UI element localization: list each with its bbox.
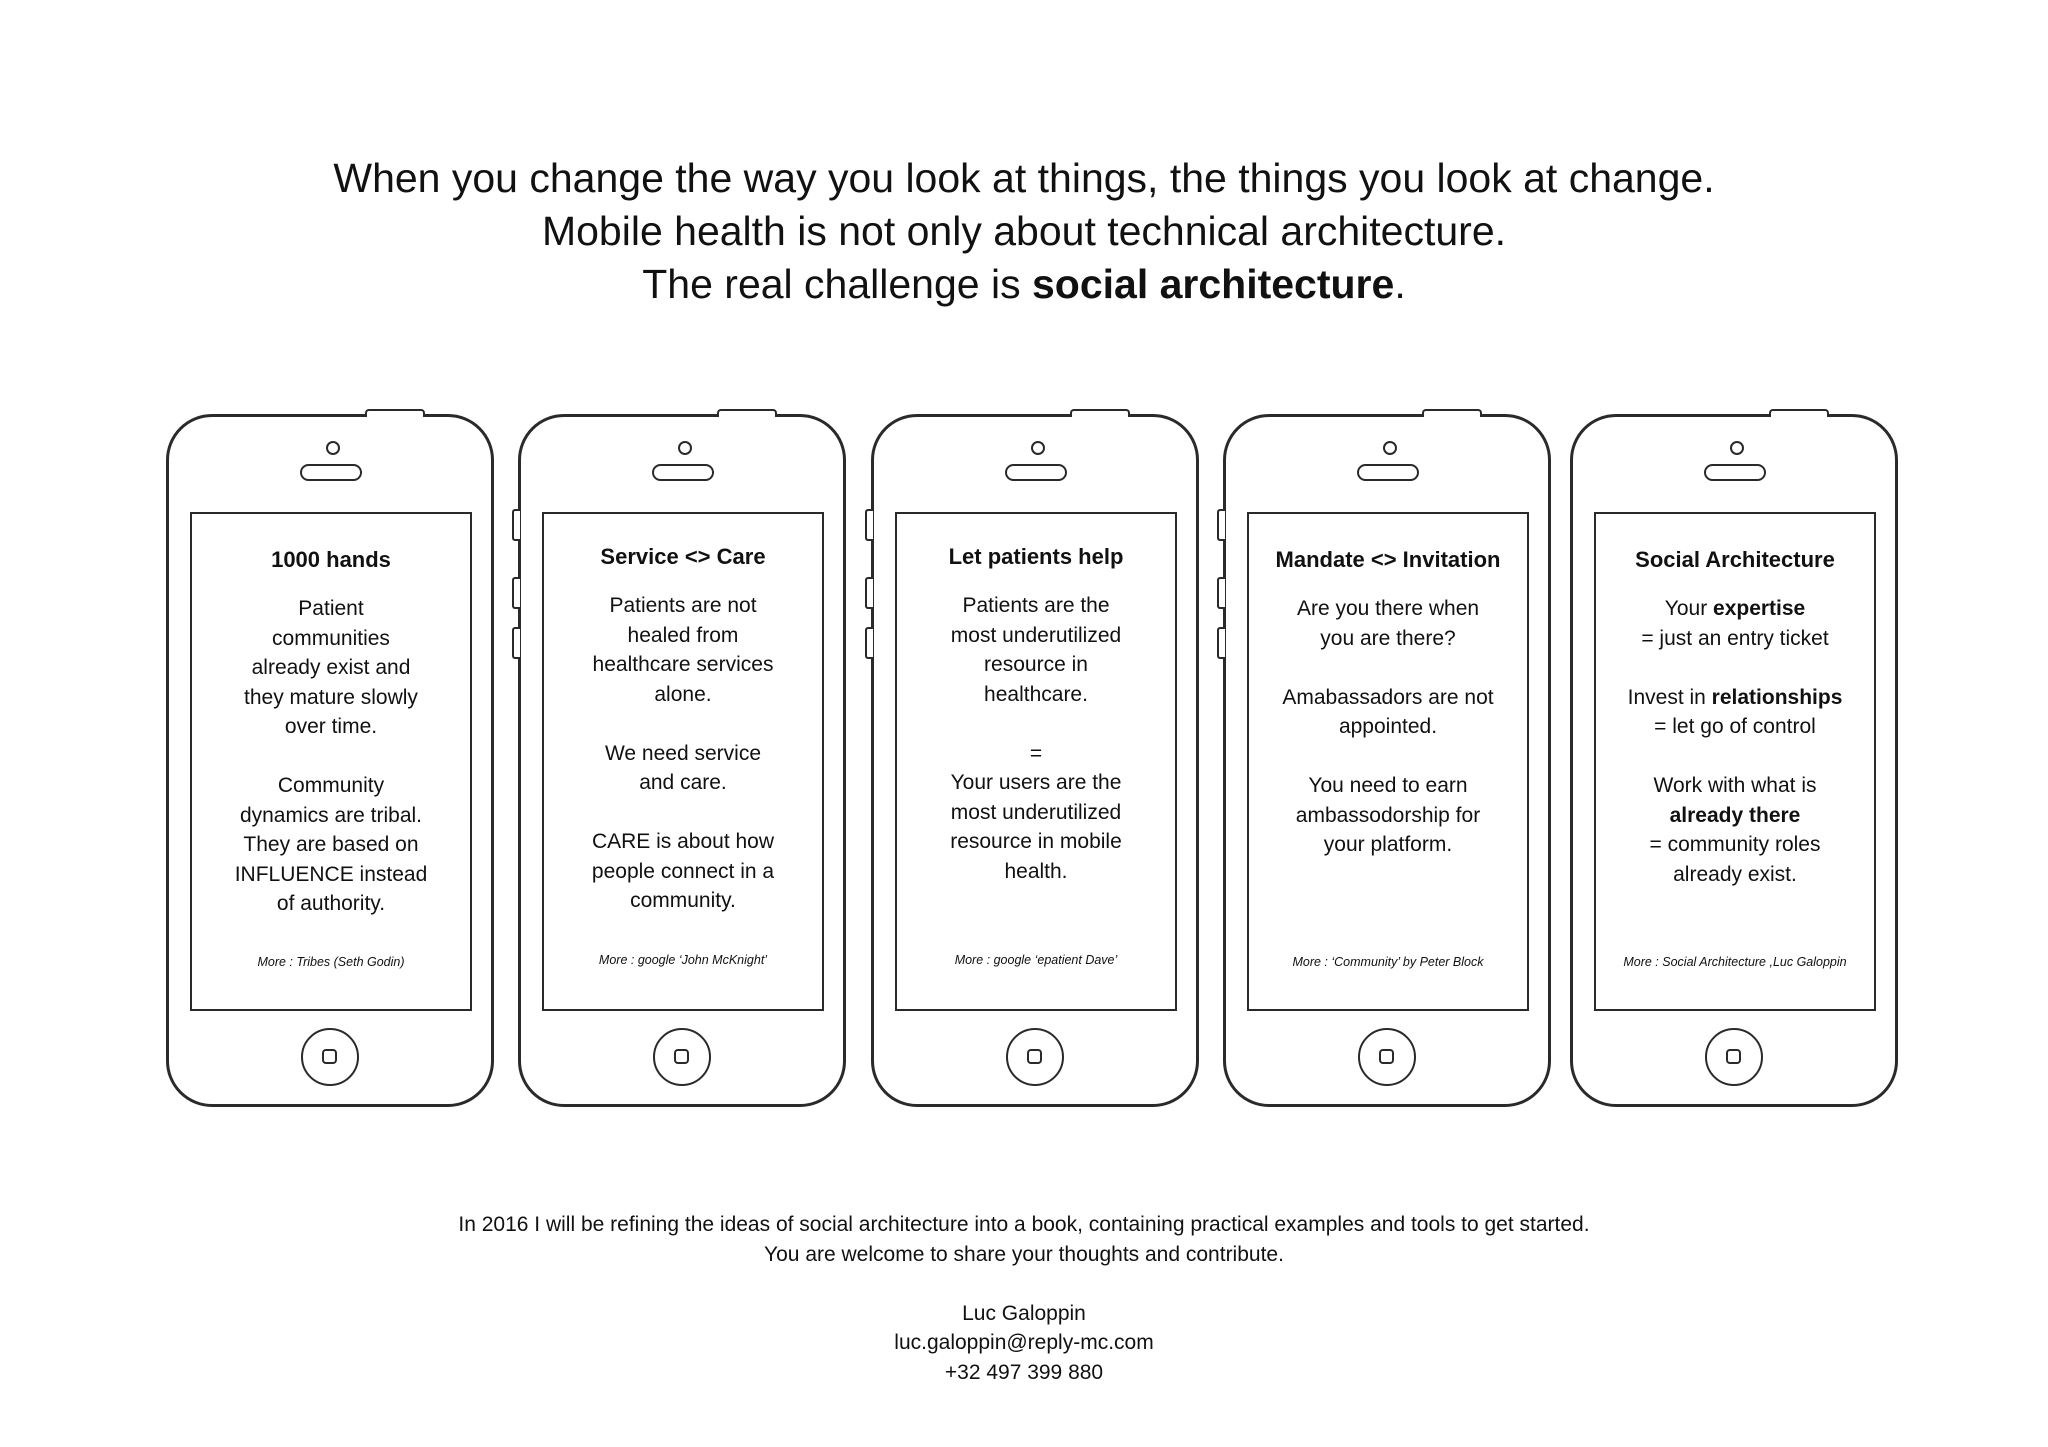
phone-screen (542, 512, 824, 1011)
card-paragraph (1282, 683, 1493, 742)
card-line-prefix: Invest in (1627, 685, 1712, 709)
card-line: Work with what is (1653, 774, 1817, 797)
card-line: Community (277, 774, 385, 797)
card-line: you are there? (1320, 626, 1456, 650)
mute-switch (1217, 509, 1225, 541)
card-body (1264, 594, 1511, 860)
home-button (1705, 1028, 1763, 1086)
card-line: They are based on (243, 833, 419, 856)
card-line: over time. (284, 715, 378, 738)
card-body (1610, 594, 1861, 889)
home-button (1006, 1028, 1064, 1086)
card-line: alone. (654, 682, 712, 706)
card-line: = just an entry ticket (1641, 626, 1829, 650)
phone-screen (1247, 512, 1529, 1011)
footer-line-2: You are welcome to share your thoughts and contribute. (764, 1242, 1284, 1266)
mute-switch (865, 509, 873, 541)
card-paragraph (1282, 594, 1493, 653)
card-paragraph (235, 594, 428, 742)
camera-icon (1031, 441, 1045, 455)
speaker-icon (652, 464, 714, 481)
phone-card-4 (1223, 414, 1551, 1107)
volume-down-button (1217, 627, 1225, 659)
card-line: most underutilized (950, 800, 1122, 824)
power-button (717, 409, 777, 417)
headline-line-3-bold: social architecture (1031, 261, 1395, 307)
card-line: = let go of control (1654, 715, 1816, 738)
phone-card-3 (871, 414, 1199, 1107)
card-line: communities (272, 626, 390, 650)
power-button (1769, 409, 1829, 417)
phone-screen (1594, 512, 1876, 1011)
card-paragraph (592, 739, 774, 798)
phone-screen (895, 512, 1177, 1011)
speaker-icon (300, 464, 362, 481)
card-line: resource in (984, 653, 1088, 676)
volume-down-button (512, 627, 520, 659)
card-body (932, 591, 1140, 886)
card-line: most underutilized (950, 623, 1122, 647)
card-line: appointed. (1338, 715, 1438, 738)
card-line: Patients are the (962, 594, 1110, 617)
camera-icon (678, 441, 692, 455)
card-more-reference: More : google ‘John McKnight’ (598, 953, 768, 967)
home-square-icon (1379, 1049, 1394, 1064)
footer (0, 1210, 2048, 1387)
card-line: resource in mobile (950, 830, 1122, 853)
home-button (653, 1028, 711, 1086)
card-line: We need service (604, 741, 761, 765)
card-paragraph (1628, 771, 1843, 889)
card-paragraph (592, 591, 774, 709)
card-line-bold: relationships (1711, 685, 1843, 709)
card-line: they mature slowly (244, 685, 418, 709)
card-paragraph (1628, 594, 1843, 653)
volume-up-button (512, 577, 520, 609)
volume-down-button (865, 627, 873, 659)
card-line: Patient (298, 597, 364, 620)
card-title: Mandate <> Invitation (1275, 547, 1501, 572)
home-button (1358, 1028, 1416, 1086)
card-line: = community roles (1649, 833, 1821, 856)
card-line: = (1029, 741, 1043, 765)
power-button (1422, 409, 1482, 417)
power-button (365, 409, 425, 417)
phone-card-2 (518, 414, 846, 1107)
power-button (1070, 409, 1130, 417)
speaker-icon (1357, 464, 1419, 481)
card-line: Are you there when (1296, 597, 1480, 620)
card-paragraph (950, 739, 1122, 887)
card-line: Patients are not (609, 594, 757, 617)
headline-line-2: Mobile health is not only about technical architecture. (541, 208, 1507, 254)
home-square-icon (1726, 1049, 1741, 1064)
card-title: Service <> Care (600, 544, 766, 569)
card-paragraph (1282, 771, 1493, 860)
card-more-reference: More : google ‘epatient Dave’ (954, 953, 1118, 967)
card-body (217, 594, 446, 919)
card-line: healed from (627, 623, 739, 647)
card-line: health. (1004, 859, 1068, 883)
card-line: community. (630, 889, 736, 912)
home-button (301, 1028, 359, 1086)
mute-switch (512, 509, 520, 541)
headline-line-1: When you change the way you look at things, the things you look at change. (333, 155, 1715, 201)
card-line: and care. (639, 771, 727, 794)
speaker-icon (1704, 464, 1766, 481)
camera-icon (326, 441, 340, 455)
card-paragraph (950, 591, 1122, 709)
card-more-reference: More : Social Architecture ,Luc Galoppin (1623, 955, 1847, 969)
footer-spacer (0, 1269, 2048, 1299)
card-paragraph (592, 827, 774, 916)
card-line: ambassodorship for (1295, 803, 1481, 827)
card-line: of authority. (276, 892, 386, 915)
author-name: Luc Galoppin (962, 1301, 1086, 1325)
headline-line-3 (0, 258, 2048, 311)
card-more-reference: More : Tribes (Seth Godin) (257, 955, 405, 969)
home-square-icon (322, 1049, 337, 1064)
card-line-bold: already there (1669, 803, 1801, 827)
card-more-reference: More : ‘Community’ by Peter Block (1292, 955, 1484, 969)
card-title: Let patients help (948, 544, 1124, 569)
card-line: CARE is about how (591, 830, 775, 853)
card-body (574, 591, 792, 916)
footer-line-1: In 2016 I will be refining the ideas of social architecture into a book, containing practical examples and tools to get started. (458, 1213, 1590, 1236)
card-line: people connect in a (591, 859, 775, 883)
author-email: luc.galoppin@reply-mc.com (894, 1331, 1154, 1354)
camera-icon (1730, 441, 1744, 455)
card-line: INFLUENCE instead (234, 862, 428, 886)
headline-line-3-prefix: The real challenge is (642, 261, 1032, 307)
volume-up-button (1217, 577, 1225, 609)
phone-card-1 (166, 414, 494, 1107)
card-line: healthcare services (592, 653, 774, 676)
home-square-icon (674, 1049, 689, 1064)
volume-up-button (865, 577, 873, 609)
headline (0, 152, 2048, 311)
camera-icon (1383, 441, 1397, 455)
phone-screen (190, 512, 472, 1011)
card-line: You need to earn (1308, 774, 1468, 797)
card-paragraph (235, 771, 428, 919)
card-line: healthcare. (984, 682, 1088, 706)
author-phone: +32 497 399 880 (944, 1360, 1104, 1384)
home-square-icon (1027, 1049, 1042, 1064)
card-line-bold: expertise (1713, 597, 1806, 620)
card-title: 1000 hands (271, 547, 391, 572)
card-paragraph (1628, 683, 1843, 742)
card-line: your platform. (1323, 833, 1453, 856)
card-line: already exist. (1673, 862, 1797, 886)
card-line: dynamics are tribal. (239, 803, 423, 827)
speaker-icon (1005, 464, 1067, 481)
card-line: Your users are the (950, 771, 1122, 794)
headline-line-3-suffix: . (1394, 261, 1406, 307)
card-line: Amabassadors are not (1282, 685, 1494, 709)
card-line-prefix: Your (1664, 597, 1714, 620)
card-line: already exist and (251, 656, 411, 679)
phone-card-5 (1570, 414, 1898, 1107)
card-title: Social Architecture (1635, 547, 1835, 572)
